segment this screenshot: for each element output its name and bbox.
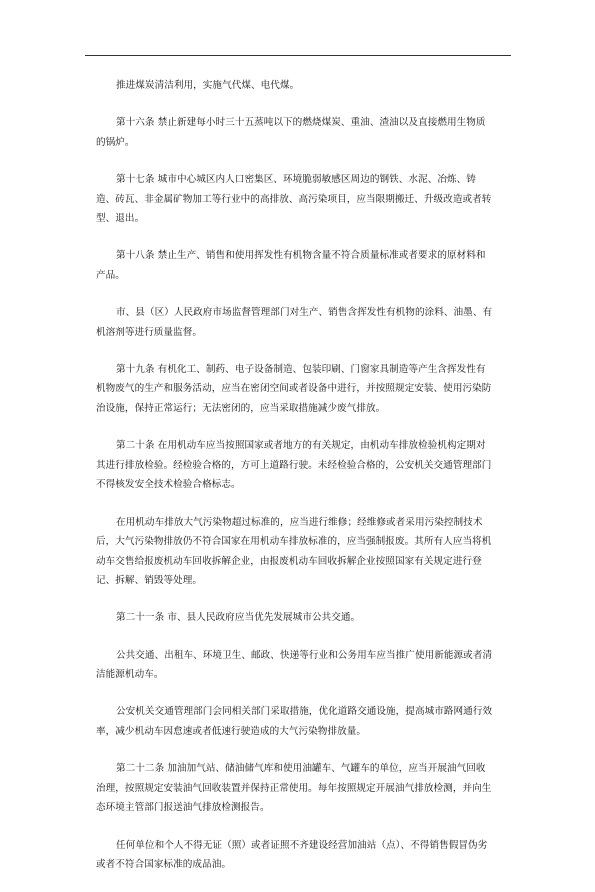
paragraph-article-22: 第二十二条 加油加气站、储油储气库和使用油罐车、气罐车的单位，应当开展油气回收治理，按照规定安装油气回收装置并保持正常使用。每年按照规定开展油气排放检测，并向生态环境主管部门报送油气排放检测报告。 bbox=[96, 763, 492, 814]
paragraph-article-20: 第二十条 在用机动车应当按照国家或者地方的有关规定，由机动车排放检验机构定期对其进行排放检验。经检验合格的，方可上道路行驶。未经检验合格的，公安机关交通管理部门不得核发安全技术检验合格标志。 bbox=[96, 440, 492, 491]
paragraph-article-18-cont: 市、县（区）人民政府市场监督管理部门对生产、销售含挥发性有机物的涂料、油墨、有机溶剂等进行质量监督。 bbox=[96, 307, 493, 338]
paragraph-article-20-cont: 在用机动车排放大气污染物超过标准的，应当进行维修；经维修或者采用污染控制技术后，大气污染物排放仍不符合国家在用机动车排放标准的，应当强制报废。其所有人应当将机动车交售给报废机动车回收拆解企业，由报废机动车回收拆解企业按照国家有关规定进行登记、拆解、销毁等处理。 bbox=[96, 516, 492, 587]
paragraph-article-19: 第十九条 有机化工、制药、电子设备制造、包装印刷、门窗家具制造等产生含挥发性有机物废气的生产和服务活动，应当在密闭空间或者设备中进行，并按照规定安装、使用污染防治设施，保持正常运行；无法密闭的，应当采取措施减少废气排放。 bbox=[96, 363, 492, 414]
paragraph-article-22-cont: 任何单位和个人不得无证（照）或者证照不齐建设经营加油站（点）、不得销售假冒伪劣或者不符合国家标准的成品油。 bbox=[96, 839, 488, 871]
paragraph-article-16: 第十六条 禁止新建每小时三十五蒸吨以下的燃烧煤炭、重油、渣油以及直接燃用生物质的锅炉。 bbox=[96, 117, 486, 148]
document-body bbox=[96, 76, 494, 892]
paragraph-article-17: 第十七条 城市中心城区内人口密集区、环境脆弱敏感区周边的钢铁、水泥、冶炼、铸造、砖瓦、非金属矿物加工等行业中的高排放、高污染项目，应当限期搬迁、升级改造或者转型、退出。 bbox=[96, 174, 492, 225]
paragraph-article-21-cont-1: 公共交通、出租车、环境卫生、邮政、快递等行业和公务用车应当推广使用新能源或者清洁能源机动车。 bbox=[96, 649, 493, 681]
paragraph-1: 推进煤炭清洁利用，实施气代煤、电代煤。 bbox=[116, 80, 300, 91]
paragraph-article-21: 第二十一条 市、县人民政府应当优先发展城市公共交通。 bbox=[116, 612, 361, 624]
header-divider bbox=[85, 55, 511, 56]
paragraph-article-18: 第十八条 禁止生产、销售和使用挥发性有机物含量不符合质量标准或者要求的原材料和产品。 bbox=[96, 250, 486, 281]
paragraph-article-21-cont-2: 公安机关交通管理部门会同相关部门采取措施，优化道路交通设施，提高城市路网通行效率，减少机动车因怠速或者低速行驶造成的大气污染物排放量。 bbox=[96, 706, 493, 737]
